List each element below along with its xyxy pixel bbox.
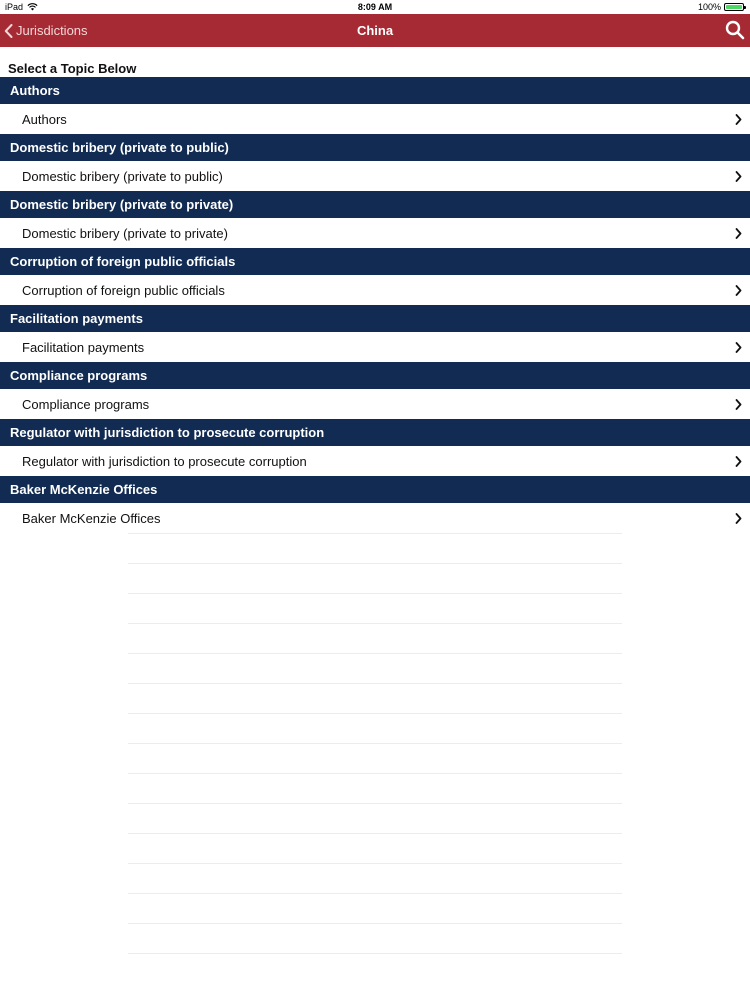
chevron-right-icon: [735, 342, 742, 353]
chevron-right-icon: [735, 228, 742, 239]
topic-row-regulator[interactable]: [0, 446, 750, 476]
topic-row-label: Facilitation payments: [22, 339, 145, 355]
table-separator: [128, 623, 622, 653]
topic-row-label: Domestic bribery (private to private): [22, 225, 228, 241]
navigation-bar: [0, 14, 750, 47]
section-header-foreign-officials: Corruption of foreign public officials: [0, 248, 750, 275]
chevron-right-icon: [735, 114, 742, 125]
topic-row-label: Baker McKenzie Offices: [22, 510, 161, 526]
status-right: [698, 2, 744, 12]
topic-row-facilitation-payments[interactable]: [0, 332, 750, 362]
topic-row-domestic-bribery-public[interactable]: [0, 161, 750, 191]
table-separator: [128, 653, 622, 683]
battery-tip: [744, 6, 746, 9]
battery-fill: [726, 5, 742, 9]
search-icon[interactable]: [724, 19, 746, 41]
table-separator: [128, 593, 622, 623]
table-separator: [128, 683, 622, 713]
section-header-domestic-bribery-public: Domestic bribery (private to public): [0, 134, 750, 161]
section-header-facilitation-payments: Facilitation payments: [0, 305, 750, 332]
section-header-domestic-bribery-private: Domestic bribery (private to private): [0, 191, 750, 218]
device-label: iPad: [5, 2, 24, 12]
table-separator: [128, 953, 622, 983]
table-separator: [128, 743, 622, 773]
chevron-right-icon: [735, 171, 742, 182]
topic-row-label: Regulator with jurisdiction to prosecute corruption: [22, 453, 307, 469]
topic-row-baker-mckenzie-offices[interactable]: [0, 503, 750, 533]
table-separator: [128, 923, 622, 953]
table-separator: [128, 563, 622, 593]
chevron-right-icon: [735, 513, 742, 524]
topic-row-label: Compliance programs: [22, 396, 150, 412]
page-title: China: [356, 23, 394, 38]
table-separator: [128, 803, 622, 833]
section-header-compliance-programs: Compliance programs: [0, 362, 750, 389]
status-bar: [0, 0, 750, 14]
table-separator: [128, 833, 622, 863]
topic-row-label: Authors: [22, 111, 67, 127]
topic-row-label: Domestic bribery (private to public): [22, 168, 223, 184]
section-header-regulator: Regulator with jurisdiction to prosecute corruption: [0, 419, 750, 446]
topic-row-foreign-officials[interactable]: [0, 275, 750, 305]
topic-row-domestic-bribery-private[interactable]: [0, 218, 750, 248]
battery-percent: 100%: [697, 2, 721, 12]
chevron-right-icon: [735, 399, 742, 410]
table-separator: [128, 713, 622, 743]
section-header-authors: Authors: [0, 77, 750, 104]
section-header-baker-mckenzie-offices: Baker McKenzie Offices: [0, 476, 750, 503]
battery-icon: [724, 3, 744, 11]
back-button-label: Jurisdictions: [16, 23, 88, 38]
chevron-right-icon: [735, 285, 742, 296]
topic-row-label: Corruption of foreign public officials: [22, 282, 225, 298]
topic-row-compliance-programs[interactable]: [0, 389, 750, 419]
empty-table-rows: [128, 533, 622, 983]
table-separator: [128, 863, 622, 893]
chevron-right-icon: [735, 456, 742, 467]
table-separator: [128, 893, 622, 923]
topic-row-authors[interactable]: [0, 104, 750, 134]
table-separator: [128, 773, 622, 803]
table-separator: [128, 533, 622, 563]
status-time: 8:09 AM: [357, 2, 393, 12]
topic-heading: Select a Topic Below: [8, 61, 137, 76]
topic-list: [0, 77, 750, 533]
